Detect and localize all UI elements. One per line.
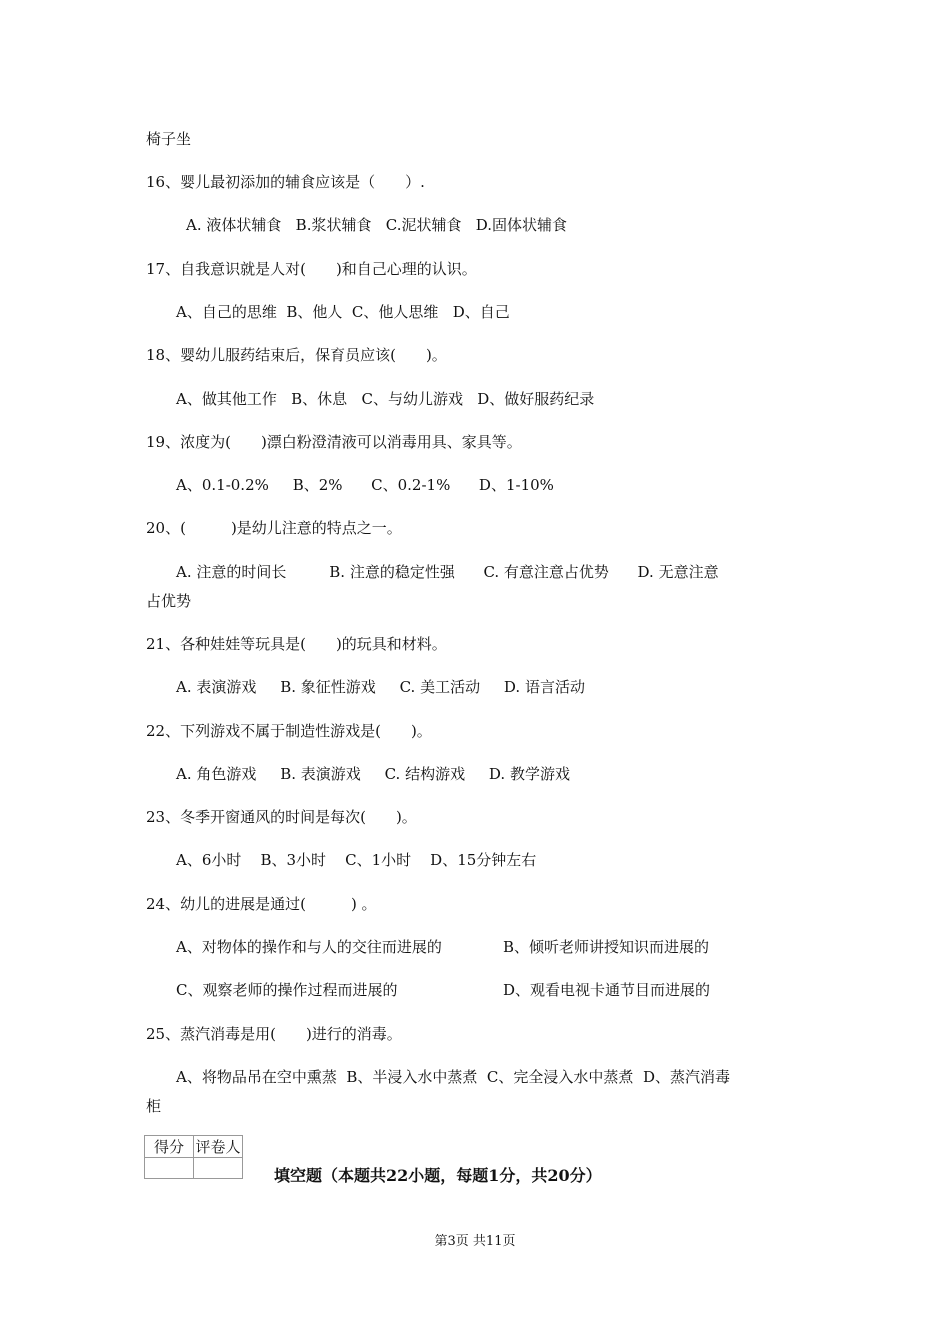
- text-line: A. 表演游戏 B. 象征性游戏 C. 美工活动 D. 语言活动: [176, 678, 585, 696]
- page-footer: 第3页 共11页: [434, 1234, 516, 1249]
- text-line: 柜: [146, 1097, 162, 1115]
- text-line: 18、婴幼儿服药结束后，保育员应该( )。: [146, 346, 447, 364]
- text-line: 25、蒸汽消毒是用( )进行的消毒。: [146, 1025, 402, 1043]
- section-title: 填空题（本题共22小题，每题1分，共20分）: [274, 1166, 602, 1185]
- text-line: 20、( )是幼儿注意的特点之一。: [146, 519, 402, 537]
- grader-label: 评卷人: [194, 1136, 243, 1158]
- text-line: 23、冬季开窗通风的时间是每次( )。: [146, 808, 417, 826]
- text-line: A、0.1-0.2% B、2% C、0.2-1% D、1-10%: [176, 476, 554, 494]
- text-line: 椅子坐: [146, 130, 192, 148]
- q24-option-b: B、倾听老师讲授知识而进展的: [503, 938, 710, 956]
- text-line: A、将物品吊在空中熏蒸 B、半浸入水中蒸煮 C、完全浸入水中蒸煮 D、蒸汽消毒: [176, 1068, 730, 1086]
- q24-option-d: D、观看电视卡通节目而进展的: [503, 981, 711, 999]
- text-line: 21、各种娃娃等玩具是( )的玩具和材料。: [146, 635, 447, 653]
- text-line: A. 注意的时间长 B. 注意的稳定性强 C. 有意注意占优势 D. 无意注意: [176, 563, 719, 581]
- text-line: A、6小时 B、3小时 C、1小时 D、15分钟左右: [176, 851, 537, 869]
- text-line: A. 液体状辅食 B.浆状辅食 C.泥状辅食 D.固体状辅食: [186, 216, 568, 234]
- text-line: A、做其他工作 B、休息 C、与幼儿游戏 D、做好服药纪录: [176, 390, 595, 408]
- text-line: 17、自我意识就是人对( )和自己心理的认识。: [146, 260, 477, 278]
- grader-cell: [194, 1158, 243, 1179]
- score-table: [144, 1135, 243, 1179]
- text-line: A、自己的思维 B、他人 C、他人思维 D、自己: [176, 303, 510, 321]
- text-line: 22、下列游戏不属于制造性游戏是( )。: [146, 722, 432, 740]
- text-line: A. 角色游戏 B. 表演游戏 C. 结构游戏 D. 教学游戏: [176, 765, 570, 783]
- q24-option-a: A、对物体的操作和与人的交往而进展的: [176, 938, 442, 956]
- text-line: 24、幼儿的进展是通过( ) 。: [146, 895, 377, 913]
- text-line: 占优势: [146, 592, 192, 610]
- text-line: 19、浓度为( )漂白粉澄清液可以消毒用具、家具等。: [146, 433, 522, 451]
- score-cell: [145, 1158, 194, 1179]
- q24-option-c: C、观察老师的操作过程而进展的: [176, 981, 398, 999]
- score-label: 得分: [145, 1136, 194, 1158]
- text-line: 16、婴儿最初添加的辅食应该是（ ）.: [146, 173, 425, 191]
